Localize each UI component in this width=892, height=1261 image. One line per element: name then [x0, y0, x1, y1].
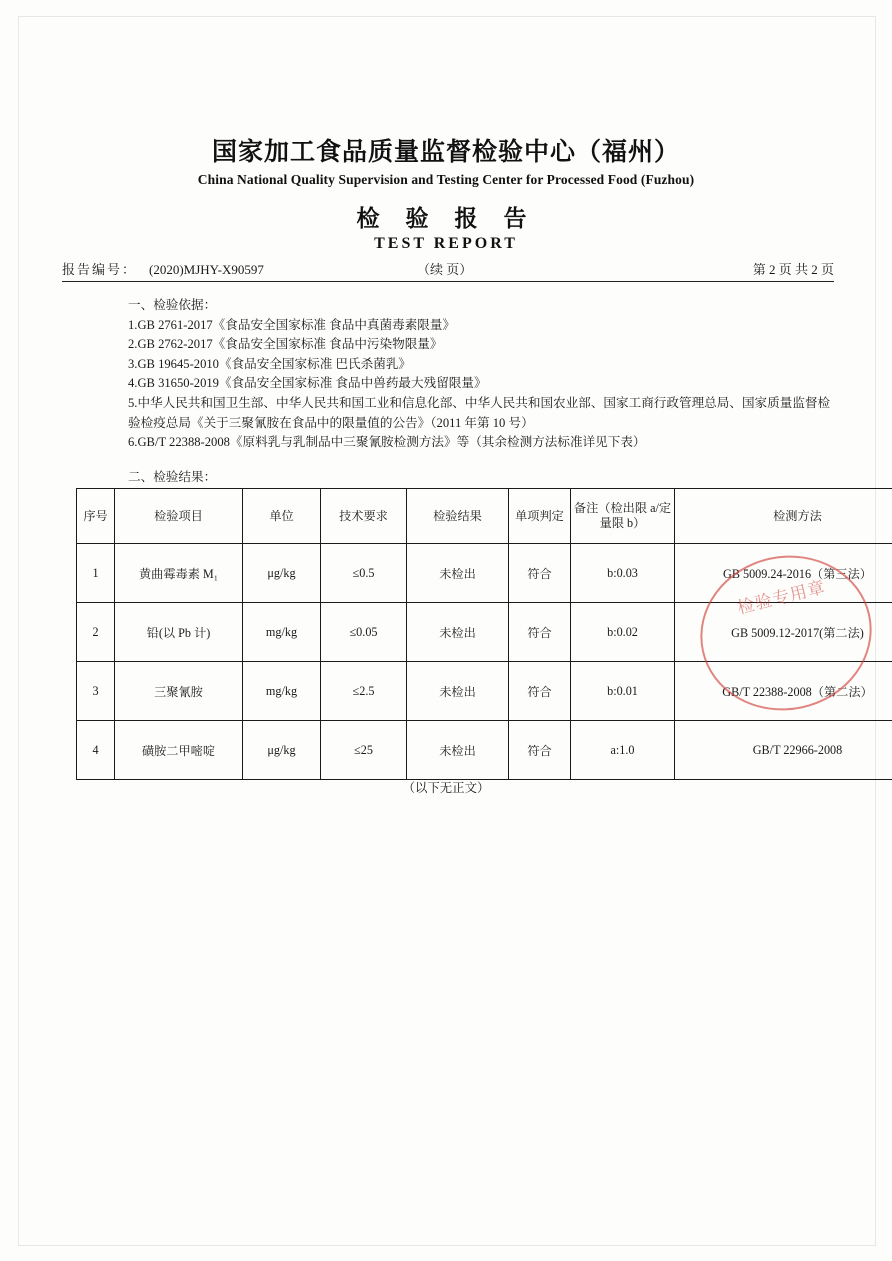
cell-judgement: 符合 — [509, 721, 571, 780]
cell-judgement: 符合 — [509, 662, 571, 721]
table-row — [77, 662, 892, 721]
results-table — [76, 488, 892, 780]
basis-section — [128, 296, 834, 453]
report-number-value: (2020)MJHY-X90597 — [149, 262, 264, 277]
cell-item: 磺胺二甲嘧啶 — [115, 721, 243, 780]
column-header-judgement: 单项判定 — [509, 489, 571, 544]
cell-method: GB 5009.24-2016（第三法） — [675, 544, 892, 603]
cell-requirement: ≤25 — [321, 721, 407, 780]
cell-method: GB/T 22388-2008（第二法） — [675, 662, 892, 721]
footnote: （以下无正文） — [402, 781, 490, 795]
cell-item: 黄曲霉毒素 M₁ — [115, 544, 243, 603]
cell-remark: b:0.02 — [571, 603, 675, 662]
cell-unit: μg/kg — [243, 721, 321, 780]
cell-requirement: ≤0.05 — [321, 603, 407, 662]
basis-line: 6.GB/T 22388-2008《原料乳与乳制品中三聚氰胺检测方法》等（其余检测方法标准详见下表） — [128, 435, 646, 450]
cell-method: GB/T 22966-2008 — [675, 721, 892, 780]
column-header-remark: 备注（检出限 a/定量限 b） — [571, 489, 675, 544]
column-header-unit: 单位 — [243, 489, 321, 544]
cell-no: 4 — [77, 721, 115, 780]
cell-method: GB 5009.12-2017(第二法) — [675, 603, 892, 662]
basis-line: 3.GB 19645-2010《食品安全国家标准 巴氏杀菌乳》 — [128, 356, 412, 371]
report-meta — [62, 259, 834, 277]
institution-title-cn: 国家加工食品质量监督检验中心（福州） — [211, 137, 680, 166]
institution-title-en: China National Quality Supervision and Testing Center for Processed Food (Fuzhou) — [197, 172, 695, 187]
table-row — [77, 721, 892, 780]
cell-unit: mg/kg — [243, 603, 321, 662]
basis-line: 4.GB 31650-2019《食品安全国家标准 食品中兽药最大残留限量》 — [128, 376, 487, 391]
cell-judgement: 符合 — [509, 603, 571, 662]
cell-remark: b:0.03 — [571, 544, 675, 603]
column-header-result: 检验结果 — [407, 489, 509, 544]
cell-item: 铅(以 Pb 计) — [115, 603, 243, 662]
basis-line: 2.GB 2762-2017《食品安全国家标准 食品中污染物限量》 — [128, 337, 443, 352]
cell-requirement: ≤0.5 — [321, 544, 407, 603]
cell-remark: a:1.0 — [571, 721, 675, 780]
continued-marker: （续 页） — [417, 262, 473, 277]
report-number-label: 报告编号： — [62, 262, 138, 277]
cell-unit: μg/kg — [243, 544, 321, 603]
cell-result: 未检出 — [407, 721, 509, 780]
column-header-no: 序号 — [77, 489, 115, 544]
cell-remark: b:0.01 — [571, 662, 675, 721]
column-header-item: 检验项目 — [115, 489, 243, 544]
cell-result: 未检出 — [407, 544, 509, 603]
report-header — [0, 132, 892, 253]
column-header-requirement: 技术要求 — [321, 489, 407, 544]
cell-no: 1 — [77, 544, 115, 603]
cell-item: 三聚氰胺 — [115, 662, 243, 721]
basis-line: 1.GB 2761-2017《食品安全国家标准 食品中真菌毒素限量》 — [128, 317, 456, 332]
report-title-en: TEST REPORT — [374, 235, 518, 252]
header-divider — [62, 281, 834, 282]
cell-judgement: 符合 — [509, 544, 571, 603]
cell-result: 未检出 — [407, 662, 509, 721]
table-header-row — [77, 489, 892, 544]
seal-text: 检验专用章 — [735, 577, 828, 619]
page-indicator: 第 2 页 共 2 页 — [752, 262, 834, 277]
report-title-cn: 检 验 报 告 — [356, 205, 536, 232]
table-row — [77, 603, 892, 662]
cell-result: 未检出 — [407, 603, 509, 662]
basis-heading: 一、检验依据： — [128, 298, 217, 312]
results-heading: 二、检验结果： — [128, 470, 217, 484]
table-row — [77, 544, 892, 603]
cell-unit: mg/kg — [243, 662, 321, 721]
column-header-method: 检测方法 — [675, 489, 892, 544]
cell-requirement: ≤2.5 — [321, 662, 407, 721]
cell-no: 2 — [77, 603, 115, 662]
cell-no: 3 — [77, 662, 115, 721]
report-number — [62, 259, 264, 278]
basis-line: 5.中华人民共和国卫生部、中华人民共和国工业和信息化部、中华人民共和国农业部、国家工商行政管理总局、国家质量监督检验检疫总局《关于三聚氰胺在食品中的限量值的公告》（2011 年第 10 号） — [128, 395, 831, 430]
